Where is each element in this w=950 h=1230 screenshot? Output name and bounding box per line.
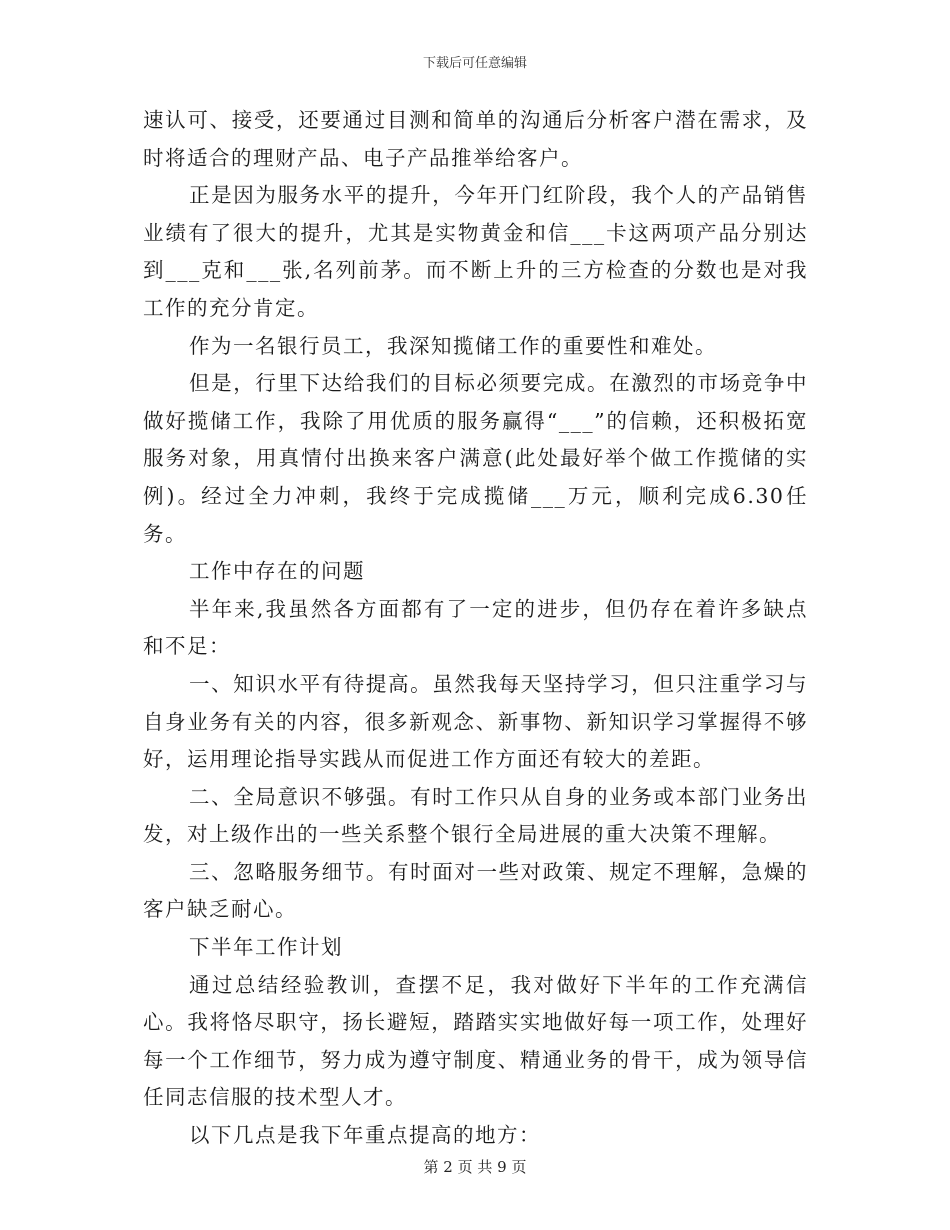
section-heading-plan: 下半年工作计划: [189, 935, 343, 960]
paragraph-problem-1: 一、知识水平有待提高。虽然我每天坚持学习，但只注重学习与自身业务有关的内容，很多新观念、新事物、新知识学习掌握得不够好，运用理论指导实践从而促进工作方面还有较大的差距。: [143, 671, 808, 772]
section-heading-problems: 工作中存在的问题: [189, 559, 365, 584]
paragraph-deposit-target: 但是，行里下达给我们的目标必须要完成。在激烈的市场竞争中做好揽储工作，我除了用优质的服务赢得“___”的信赖，还积极拓宽服务对象，用真情付出换来客户满意(此处最好举个做工作揽储的实例)。经过全力冲刺，我终于完成揽储___万元，顺利完成6.30任务。: [143, 371, 808, 546]
page-header: 下载后可任意编辑: [422, 56, 527, 71]
paragraph-plan: 通过总结经验教训，查摆不足，我对做好下半年的工作充满信心。我将恪尽职守，扬长避短，踏踏实实地做好每一项工作，处理好每一个工作细节，努力成为遵守制度、精通业务的骨干，成为领导信任同志信服的技术型人才。: [143, 972, 808, 1110]
paragraph-problem-2: 二、全局意识不够强。有时工作只从自身的业务或本部门业务出发，对上级作出的一些关系整个银行全局进展的重大决策不理解。: [143, 784, 808, 847]
paragraph-problems-intro: 半年来,我虽然各方面都有了一定的进步，但仍存在着许多缺点和不足：: [143, 596, 808, 659]
paragraph-sales-performance: 正是因为服务水平的提升，今年开门红阶段，我个人的产品销售业绩有了很大的提升，尤其是实物黄金和信___卡这两项产品分别达到___克和___张,名列前茅。而不断上升的三方检查的分数也是对我工作的充分肯定。: [143, 183, 808, 320]
document-body: [143, 102, 808, 1155]
paragraph-deposit-importance: 作为一名银行员工，我深知揽储工作的重要性和难处。: [189, 333, 717, 358]
paragraph-problem-3: 三、忽略服务细节。有时面对一些对政策、规定不理解，急燥的客户缺乏耐心。: [143, 859, 808, 922]
paragraph-continuation: 速认可、接受，还要通过目测和简单的沟通后分析客户潜在需求，及时将适合的理财产品、电子产品推举给客户。: [143, 108, 808, 170]
paragraph-improvement-intro: 以下几点是我下年重点提高的地方：: [189, 1123, 541, 1148]
page-footer: 第 2 页 共 9 页: [423, 1158, 527, 1176]
